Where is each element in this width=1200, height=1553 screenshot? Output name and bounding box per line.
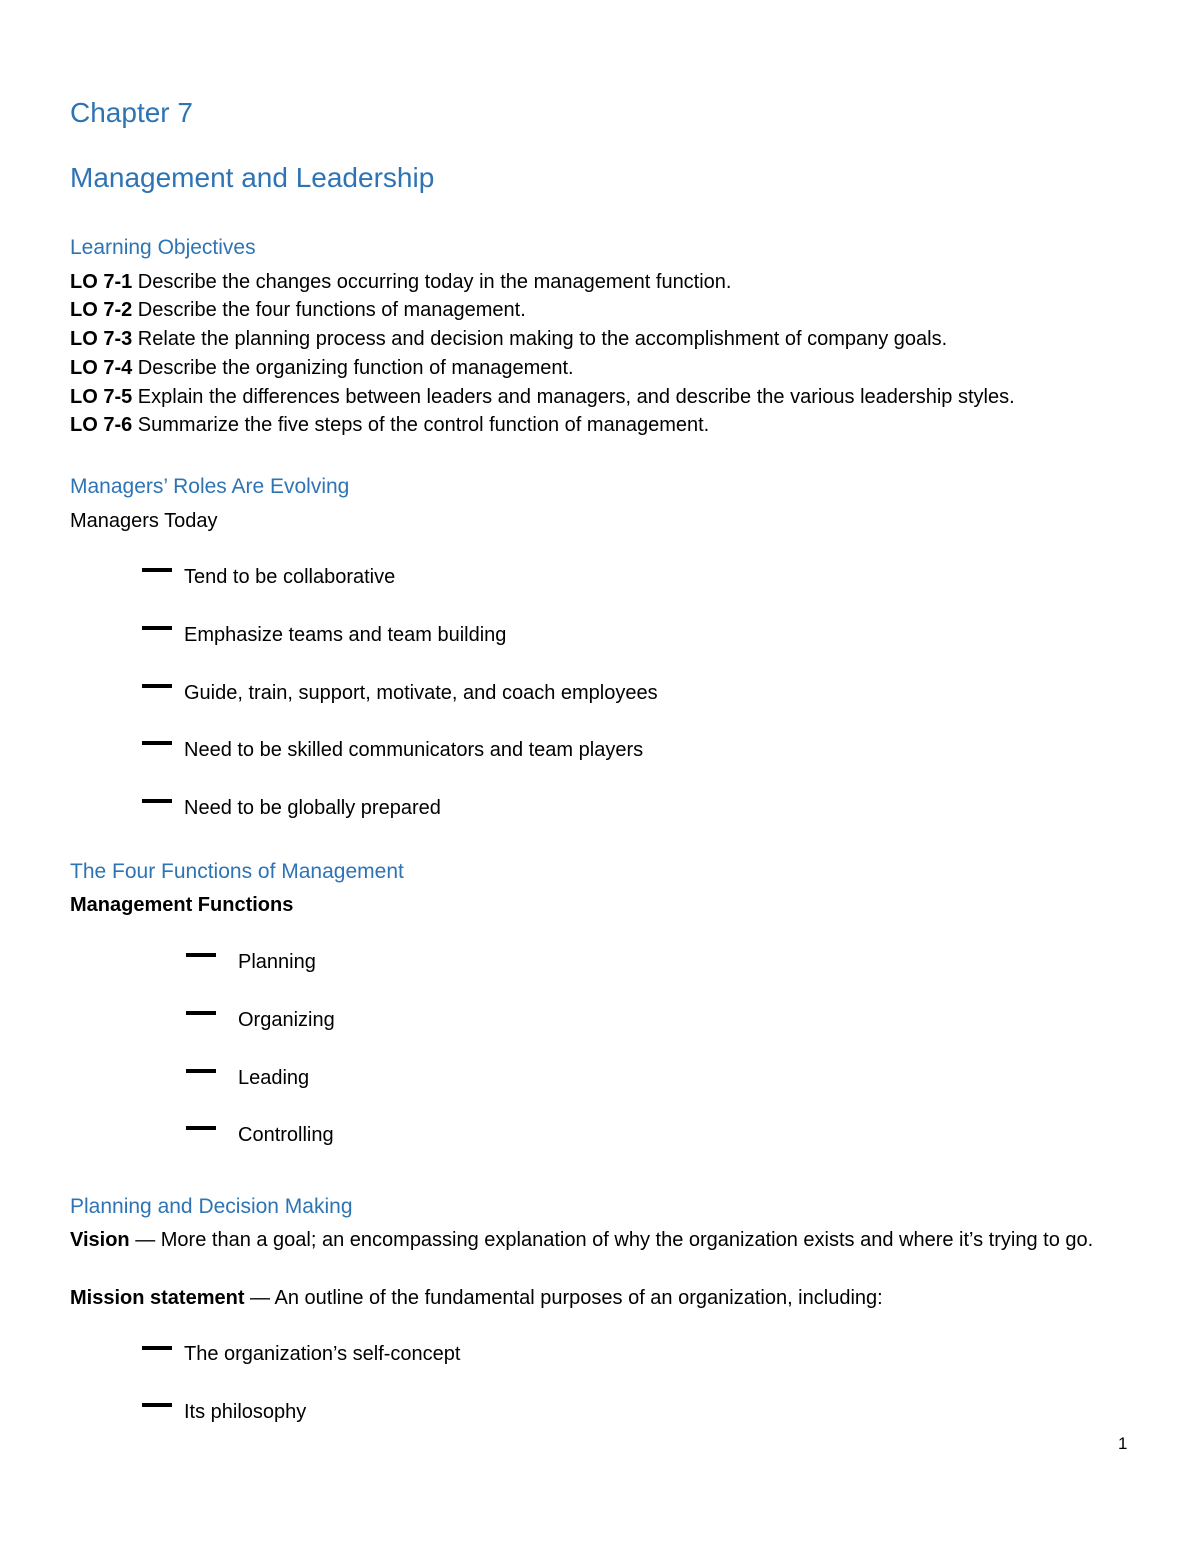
dash-bullet-icon	[142, 1403, 172, 1407]
mission-term: Mission statement	[70, 1287, 245, 1309]
dash-bullet-icon	[186, 1126, 216, 1130]
objective-text: Describe the four functions of management.	[132, 299, 526, 321]
management-functions-subheading: Management Functions	[70, 894, 294, 916]
learning-objectives-heading: Learning Objectives	[70, 236, 256, 259]
dash-bullet-icon	[186, 953, 216, 957]
objective-item	[70, 385, 1015, 409]
vision-definition	[70, 1226, 1130, 1254]
objective-item	[70, 356, 574, 380]
objective-text: Describe the organizing function of management.	[132, 357, 574, 379]
list-item: Controlling	[238, 1124, 334, 1146]
list-item: Its philosophy	[184, 1401, 307, 1423]
list-item: Planning	[238, 951, 316, 973]
objective-item	[70, 270, 732, 294]
list-item: Tend to be collaborative	[184, 566, 396, 588]
page-number: 1	[1118, 1434, 1128, 1453]
managers-today-subheading: Managers Today	[70, 510, 218, 532]
list-item: Leading	[238, 1067, 310, 1089]
list-item: Organizing	[238, 1009, 335, 1031]
list-item: Guide, train, support, motivate, and coach employees	[184, 682, 658, 704]
vision-text: — More than a goal; an encompassing explanation of why the organization exists and where it’s trying to go.	[129, 1229, 1094, 1251]
objective-text: Explain the differences between leaders and managers, and describe the various leadership styles.	[132, 386, 1015, 408]
objective-text: Describe the changes occurring today in the management function.	[132, 271, 732, 293]
objective-code: LO 7-6	[70, 414, 133, 436]
objective-code: LO 7-5	[70, 386, 133, 408]
dash-bullet-icon	[142, 626, 172, 630]
four-functions-heading: The Four Functions of Management	[70, 860, 404, 883]
objective-code: LO 7-1	[70, 271, 133, 293]
planning-heading: Planning and Decision Making	[70, 1195, 353, 1218]
list-item: Need to be globally prepared	[184, 797, 441, 819]
mission-text: — An outline of the fundamental purposes of an organization, including:	[244, 1287, 883, 1309]
objective-text: Summarize the five steps of the control function of management.	[132, 414, 710, 436]
list-item: Emphasize teams and team building	[184, 624, 507, 646]
objective-item	[70, 327, 947, 351]
dash-bullet-icon	[142, 741, 172, 745]
chapter-label: Chapter 7	[70, 97, 193, 128]
list-item: Need to be skilled communicators and team players	[184, 739, 644, 761]
mission-definition	[70, 1286, 883, 1310]
dash-bullet-icon	[142, 1346, 172, 1350]
objective-text: Relate the planning process and decision making to the accomplishment of company goals.	[132, 328, 948, 350]
list-item: The organization’s self-concept	[184, 1343, 461, 1365]
page-title: Management and Leadership	[70, 162, 435, 193]
objective-item	[70, 413, 709, 437]
objective-code: LO 7-4	[70, 357, 133, 379]
objective-code: LO 7-3	[70, 328, 133, 350]
vision-term: Vision	[70, 1229, 130, 1251]
objective-item	[70, 298, 526, 322]
dash-bullet-icon	[142, 684, 172, 688]
managers-roles-heading: Managers’ Roles Are Evolving	[70, 475, 350, 498]
objective-code: LO 7-2	[70, 299, 133, 321]
dash-bullet-icon	[142, 568, 172, 572]
dash-bullet-icon	[186, 1011, 216, 1015]
dash-bullet-icon	[142, 799, 172, 803]
dash-bullet-icon	[186, 1069, 216, 1073]
